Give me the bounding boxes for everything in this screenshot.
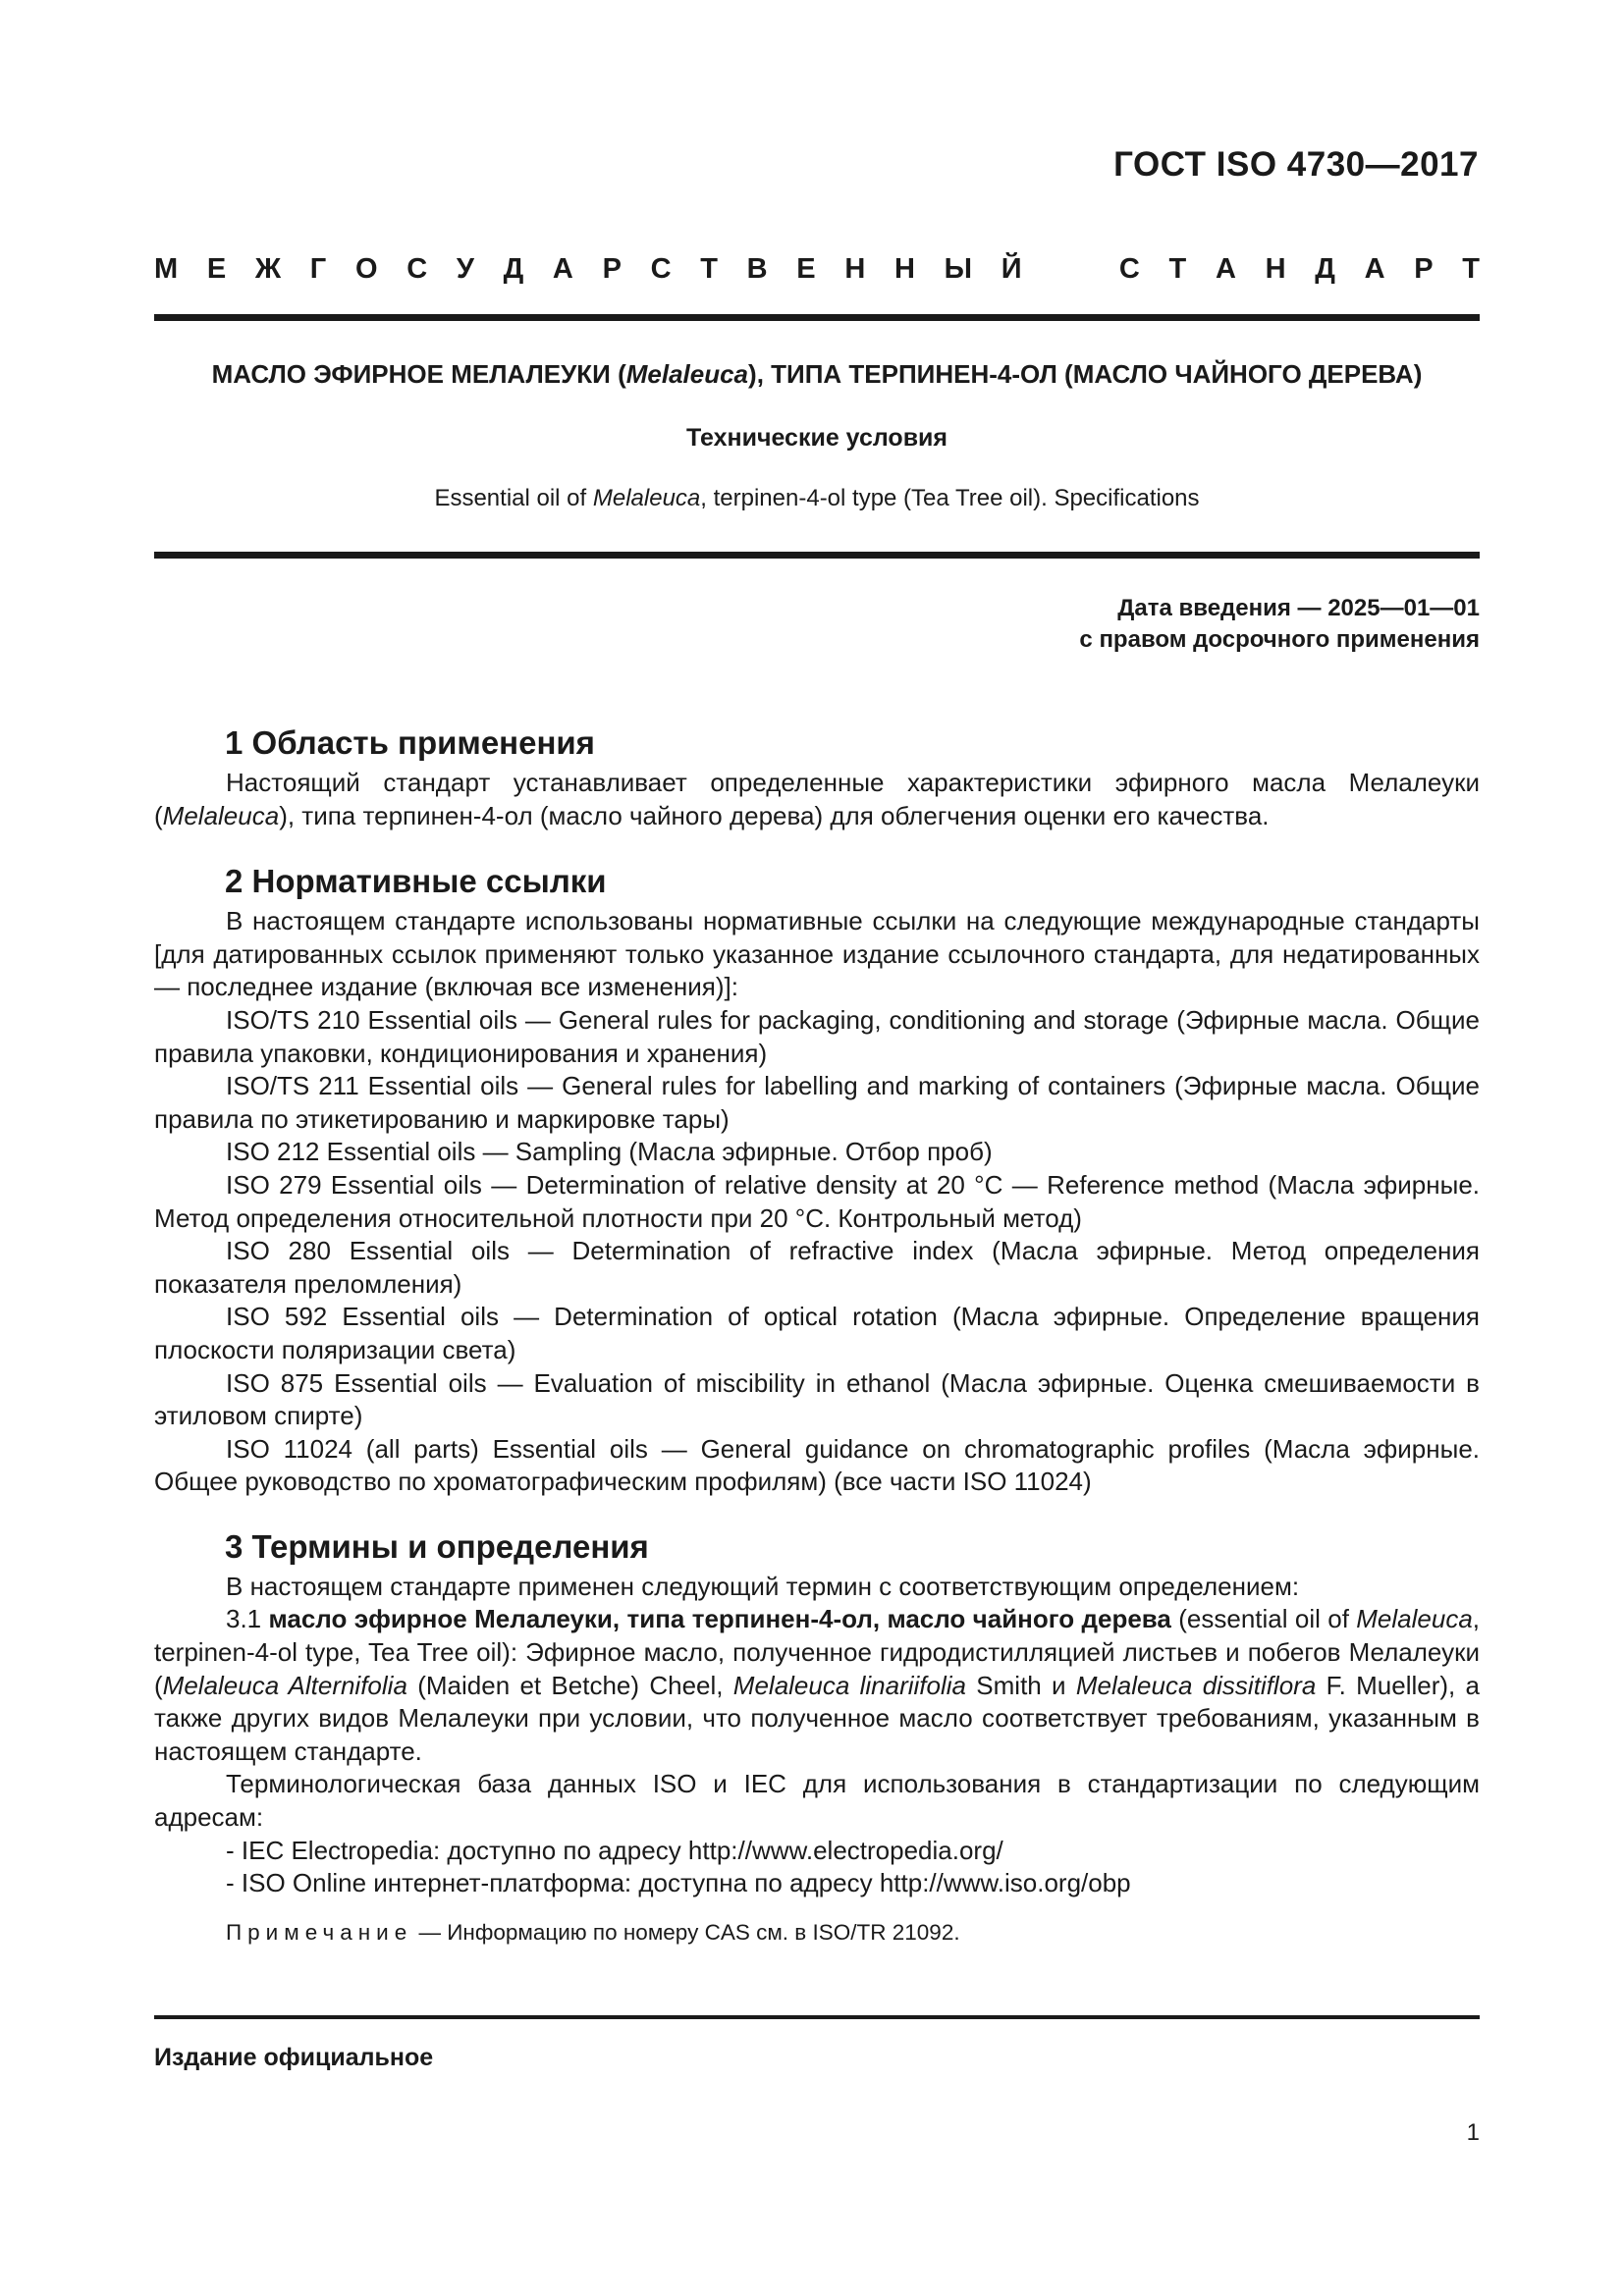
early-application-note: с правом досрочного применения [1079, 626, 1480, 653]
electropedia-link-item: - IEC Electropedia: доступно по адресу http://www.electropedia.org/ [226, 1835, 1003, 1865]
standard-type-letter: Д [1315, 253, 1335, 285]
standard-type-letter: Н [1265, 253, 1286, 285]
standard-type-letter: А [1364, 253, 1385, 285]
standard-type-letter: В [746, 253, 768, 285]
normative-reference: ISO 11024 (all parts) Essential oils — General guidance on chromatographic profiles (Масла эфирные. Общее руководство по хроматографическим профилям) (все части ISO 11024) [154, 1433, 1480, 1497]
genus-name: Melaleuca [162, 800, 280, 830]
note [154, 1916, 1480, 1949]
term-definition [154, 1603, 1480, 1768]
text-run: (essential oil of [1170, 1604, 1357, 1634]
section-1-heading: 1 Область применения [225, 724, 595, 761]
standard-type-letter: Р [1414, 253, 1434, 285]
title-part: МАСЛО ЭФИРНОЕ МЕЛАЛЕУКИ ( [211, 359, 626, 389]
page-number: 1 [1466, 2119, 1480, 2146]
english-title-part: , terpinen-4-ol type (Tea Tree oil). Specifications [700, 485, 1200, 511]
standard-type-letter: Н [893, 253, 915, 285]
note-text: — Информацию по номеру CAS см. в ISO/TR 21092. [412, 1919, 960, 1945]
normative-reference: ISO/TS 210 Essential oils — General rules for packaging, conditioning and storage (Эфирные масла. Общие правила упаковки, кондиционирования и хранения) [154, 1004, 1480, 1068]
standard-type-heading [154, 253, 1480, 286]
normative-reference: ISO 280 Essential oils — Determination of refractive index (Масла эфирные. Метод определения показателя преломления) [154, 1236, 1480, 1299]
terminology-database-text: Терминологическая база данных ISO и IEC для использования в стандартизации по следующим адресам: [154, 1769, 1480, 1833]
normative-reference: ISO/TS 211 Essential oils — General rules for labelling and marking of containers (Эфирные масла. Общие правила по этикетированию и маркировке тары) [154, 1071, 1480, 1134]
header-divider [154, 314, 1480, 321]
english-title-genus: Melaleuca [592, 485, 701, 511]
standard-type-letter: С [1118, 253, 1140, 285]
standard-type-letter: А [1215, 253, 1236, 285]
document-body [154, 721, 1480, 1949]
standard-type-letter: Н [844, 253, 866, 285]
title-divider [154, 552, 1480, 559]
standard-type-letter: Т [700, 253, 718, 285]
note-label: Примечание [226, 1919, 413, 1945]
standard-type-letter: А [552, 253, 573, 285]
document-subtitle: Технические условия [685, 424, 948, 452]
introduction-date: Дата введения — 2025—01—01 [1117, 595, 1480, 621]
text-run: ), типа терпинен-4-ол (масло чайного дерева) для облегчения оценки его качества. [279, 800, 1270, 830]
standard-type-letter: У [456, 253, 474, 285]
standard-type-letter: Т [1462, 253, 1480, 285]
species-name: Melaleuca dissitiflora [1075, 1670, 1317, 1700]
term-number: 3.1 [226, 1604, 269, 1634]
introduction-date-block [1079, 593, 1480, 656]
standard-type-letter: Е [206, 253, 227, 285]
standard-type-letter: С [650, 253, 672, 285]
standard-type-letter: М [154, 253, 179, 285]
text-run: Smith и [966, 1670, 1076, 1700]
official-edition-label: Издание официальное [154, 2044, 434, 2071]
document-title [154, 359, 1480, 390]
term-name: масло эфирное Мелалеуки, типа терпинен-4-ол, масло чайного дерева [268, 1604, 1171, 1634]
text-run: (Maiden et Betche) Cheel, [406, 1670, 733, 1700]
iso-obp-link-item: - ISO Online интернет-платформа: доступна по адресу http://www.iso.org/obp [226, 1868, 1131, 1898]
text-run: , terpinen-4-ol type, Tea Tree oil): Эфирное масло, полученное гидродистилляцией листьев и побегов Мелалеуки ( [154, 1604, 1481, 1700]
english-title-part: Essential oil of [434, 485, 593, 511]
section-1-paragraph [154, 767, 1480, 832]
genus-name: Melaleuca [1356, 1604, 1473, 1634]
normative-reference: ISO 592 Essential oils — Determination of optical rotation (Масла эфирные. Определение вращения плоскости поляризации света) [154, 1302, 1480, 1364]
standard-type-letter: О [354, 253, 378, 285]
normative-reference: ISO 212 Essential oils — Sampling (Масла эфирные. Отбор проб) [226, 1137, 993, 1167]
standard-type-letter: Д [503, 253, 524, 285]
title-part: ), ТИПА ТЕРПИНЕН-4-ОЛ (МАСЛО ЧАЙНОГО ДЕРЕВА) [748, 359, 1423, 389]
section-3-heading: 3 Термины и определения [225, 1527, 649, 1565]
species-name: Melaleuca Alternifolia [162, 1670, 407, 1700]
text-run: Настоящий стандарт устанавливает определенные характеристики эфирного масла Мелалеуки ( [154, 768, 1480, 830]
standard-type-letter: Е [796, 253, 816, 285]
normative-reference: ISO 279 Essential oils — Determination of relative density at 20 °C — Reference method (Масла эфирные. Метод определения относительной плотности при 20 °C. Контрольный метод) [154, 1169, 1480, 1233]
title-genus: Melaleuca [625, 359, 749, 389]
english-title [154, 485, 1480, 512]
standard-type-letter: Й [1001, 253, 1022, 285]
section-2-intro: В настоящем стандарте использованы нормативные ссылки на следующие международные стандарты [для датированных ссылок применяют только указанное издание ссылочного стандарта, для недатированных — последнее издание (включая все изменения)]: [154, 906, 1480, 1002]
standard-type-letter: Ж [254, 253, 282, 285]
standard-type-letter: Г [309, 253, 327, 285]
section-3-intro: В настоящем стандарте применен следующий термин с соответствующим определением: [226, 1571, 1300, 1601]
species-name: Melaleuca linariifolia [732, 1670, 966, 1700]
standard-type-letter: Р [602, 253, 622, 285]
document-code: ГОСТ ISO 4730—2017 [1113, 145, 1479, 184]
footer-divider [154, 2015, 1480, 2019]
standard-type-letter: С [406, 253, 428, 285]
normative-reference: ISO 875 Essential oils — Evaluation of miscibility in ethanol (Масла эфирные. Оценка смешиваемости в этиловом спирте) [154, 1367, 1480, 1431]
standard-type-letter: Т [1168, 253, 1187, 285]
section-2-heading: 2 Нормативные ссылки [225, 863, 607, 900]
standard-type-letter: Ы [944, 253, 972, 285]
standard-type-word-gap [1051, 253, 1090, 286]
text-run: F. Mueller), а также других видов Мелалеуки при условии, что полученное масло соответствует требованиям, указанным в настоящем стандарте. [154, 1670, 1481, 1766]
